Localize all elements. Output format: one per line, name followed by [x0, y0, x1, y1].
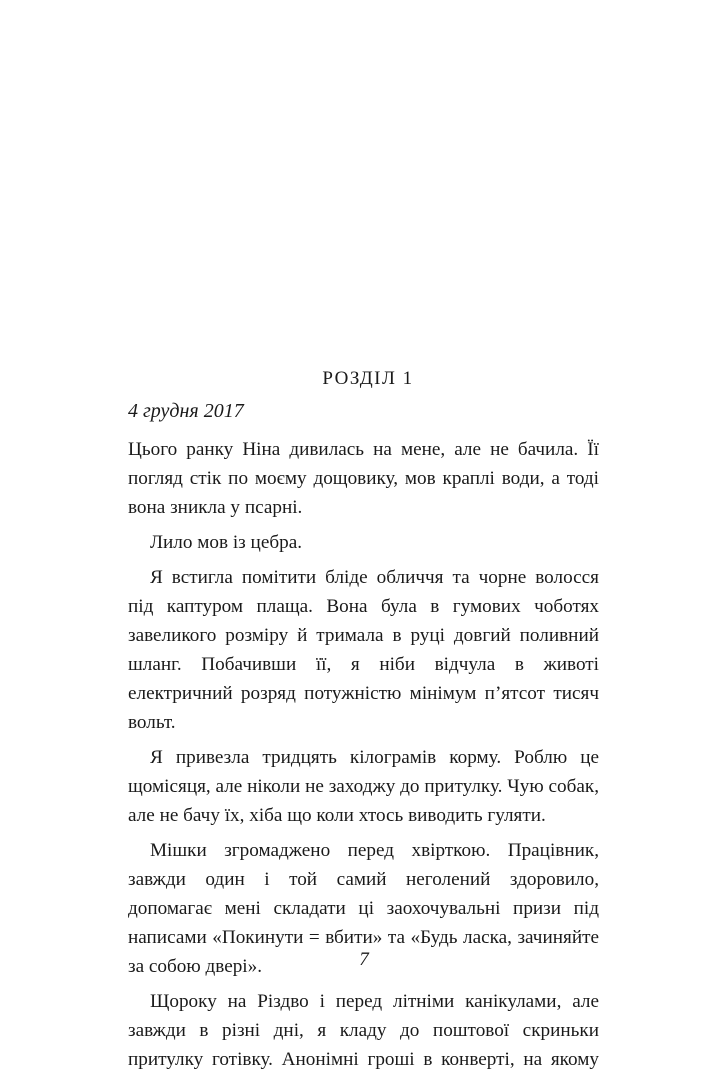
paragraph: Лило мов із цебра. [150, 532, 303, 554]
paragraph: Я встигла помітити бліде обличчя та чорне волосся під каптуром плаща. Вона була в гумових чоботях завеликого розміру й тримала в руці довгий поливний шланг. Побачивши її, я ніби відчула в животі електричний розряд потужністю мінімум п’ятсот тисяч вольт. [128, 567, 599, 733]
paragraph: Мішки згромаджено перед хвірткою. Працівник, завжди один і той самий неголений здоровило, допомагає мені складати ці заохочувальні призи під написами «Покинути = вбити» та «Будь ласка, зачиняйте за собою двері». [128, 840, 599, 977]
chapter-body [128, 436, 599, 1075]
paragraph: Цього ранку Ніна дивилась на мене, але не бачила. Її погляд стік по моєму дощовику, мов краплі води, а тоді вона зникла у псарні. [128, 439, 599, 518]
paragraph: Я привезла тридцять кілограмів корму. Роблю це щомісяця, але ніколи не заходжу до притулку. Чую собак, але не бачу їх, хіба що коли хтось виводить гуляти. [128, 747, 599, 827]
paragraph: Щороку на Різдво і перед літніми канікулами, але завжди в різні дні, я кладу до поштової скриньки притулку готівку. Анонімні гроші в конверті, на якому [128, 991, 599, 1071]
chapter-title: РОЗДІЛ 1 [322, 368, 414, 389]
page-number: 7 [359, 949, 369, 970]
chapter-date: 4 грудня 2017 [128, 400, 244, 422]
